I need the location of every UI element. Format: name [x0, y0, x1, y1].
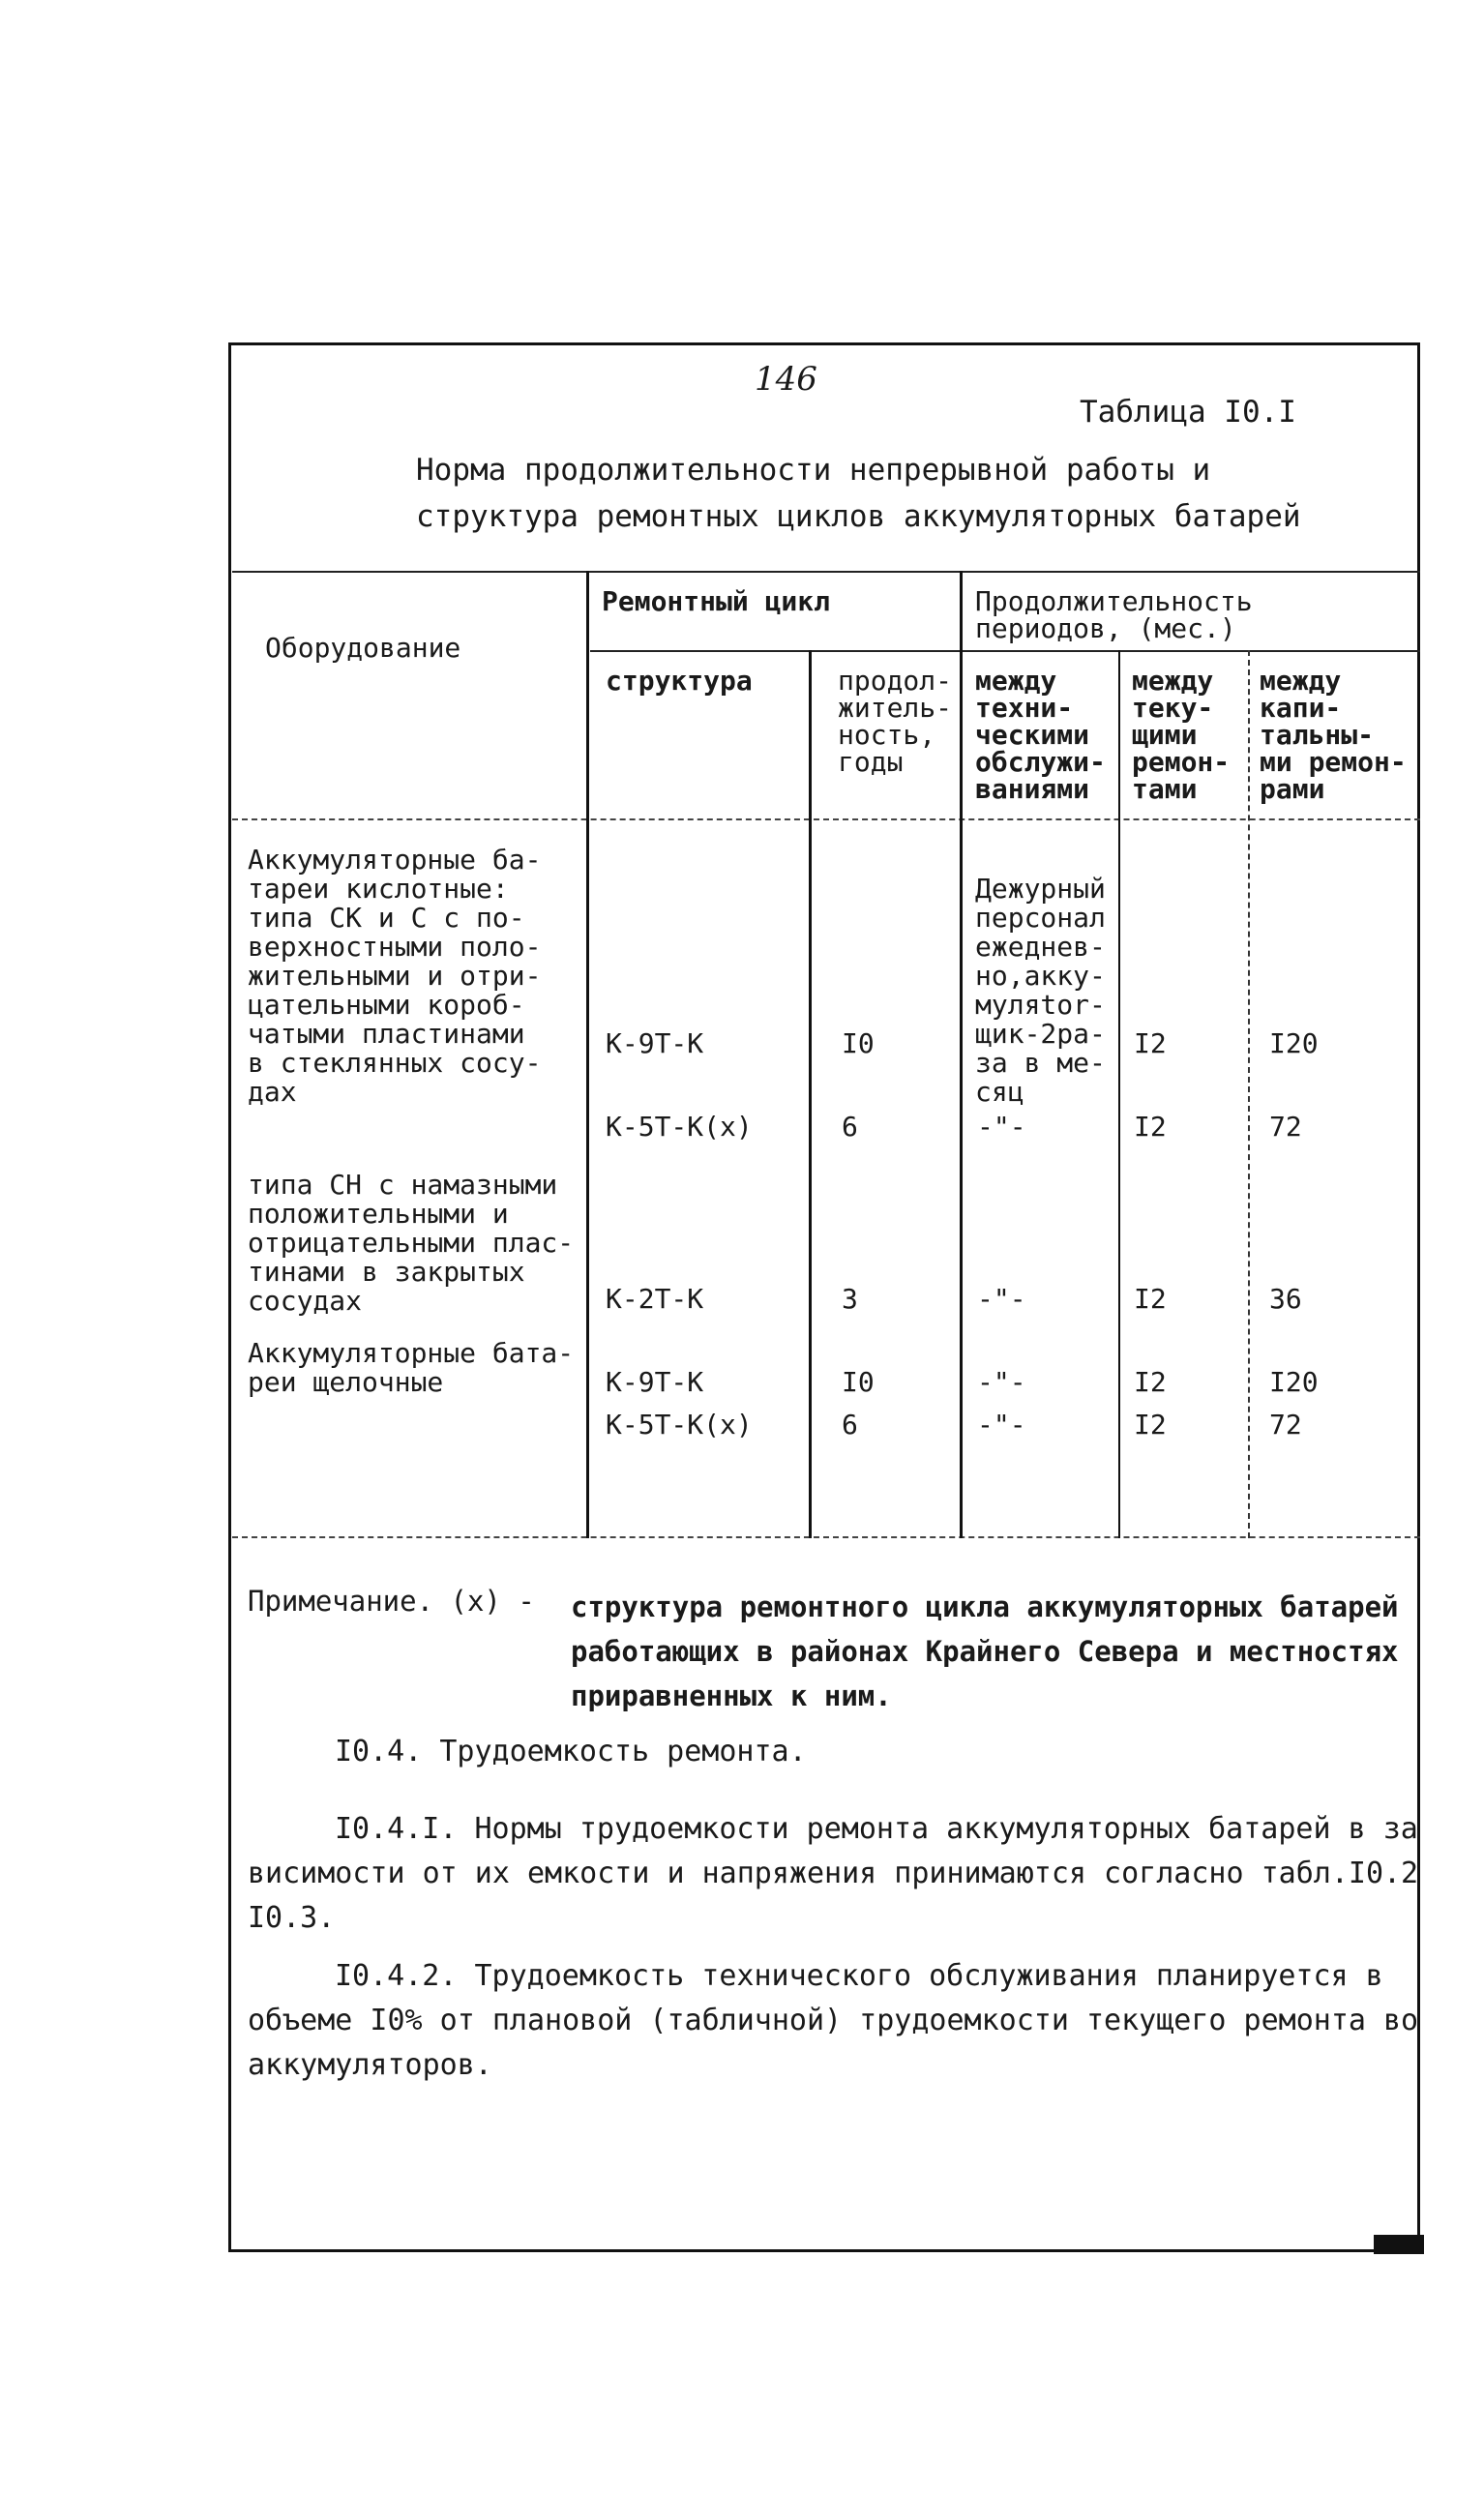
row-3-maint: -"- — [977, 1283, 1026, 1315]
equipment-alkaline-batteries: Аккумуляторные бата- реи щелочные — [248, 1337, 575, 1398]
row-5-structure: К-5Т-К(x) — [606, 1409, 753, 1441]
row-2-current: I2 — [1134, 1111, 1167, 1143]
row-4-years: I0 — [842, 1366, 875, 1398]
header-structure: структура — [606, 665, 753, 697]
section-10-4-1-line-2: висимости от их емкости и напряжения принимаются согласно табл.I0.2 — [248, 1857, 1419, 1890]
row-5-maint: -"- — [977, 1409, 1026, 1441]
row-2-capital: 72 — [1269, 1111, 1302, 1143]
header-between-current: между теку- щими ремон- тами — [1132, 665, 1231, 805]
header-subrule — [590, 650, 1420, 652]
header-between-maintenance: между техни- ческими обслужи- ваниями — [975, 665, 1106, 805]
table-top-rule — [232, 571, 1420, 573]
header-duration: продол- житель- ность, годы — [838, 665, 953, 778]
col-divider-2 — [809, 650, 812, 1538]
row-2-structure: К-5Т-К(x) — [606, 1111, 753, 1143]
page-number: 146 — [755, 360, 817, 399]
row-4-capital: I20 — [1269, 1366, 1319, 1398]
row-4-maint: -"- — [977, 1366, 1026, 1398]
row-1-years: I0 — [842, 1027, 875, 1059]
table-bottom-rule — [232, 1536, 1420, 1538]
row-4-current: I2 — [1134, 1366, 1167, 1398]
row-3-capital: 36 — [1269, 1283, 1302, 1315]
header-periods: Продолжительность периодов, (мес.) — [975, 585, 1253, 644]
table-label: Таблица I0.I — [1080, 395, 1296, 430]
header-between-capital: между капи- тальны- ми ремон- рами — [1260, 665, 1407, 805]
row-2-years: 6 — [842, 1111, 858, 1143]
equipment-acid-batteries: Аккумуляторные ба- тареи кислотные: типа СК и С с по- верхностными поло- жительными и отри- цательными короб- чатыми пластинами в стеклянных сосу- дах — [248, 844, 542, 1108]
row-5-years: 6 — [842, 1409, 858, 1441]
col-divider-4 — [1118, 650, 1120, 1538]
equipment-sn-type: типа СН с намазными положительными и отрицательными плас- тинами в закрытых сосудах — [248, 1169, 575, 1317]
section-10-4-1-line-1: I0.4.I. Нормы трудоемкости ремонта аккумуляторных батарей в за — [335, 1812, 1418, 1846]
col-divider-3 — [960, 571, 963, 1538]
section-10-4-2-line-1: I0.4.2. Трудоемкость технического обслуживания планируется в — [335, 1959, 1383, 1993]
row-3-structure: К-2Т-К — [606, 1283, 704, 1315]
maintenance-note: Дежурный персонал ежеднев- но,акку- муляtor- щик-2ра- за в ме- сяц — [975, 873, 1106, 1108]
section-10-4-1-line-3: I0.3. — [248, 1901, 336, 1935]
row-2-maint: -"- — [977, 1111, 1026, 1143]
row-5-capital: 72 — [1269, 1409, 1302, 1441]
row-1-current: I2 — [1134, 1027, 1167, 1059]
row-3-current: I2 — [1134, 1283, 1167, 1315]
note-text: структура ремонтного цикла аккумуляторных батарей работающих в районах Крайнего Севера и местностях приравненных к ним. — [571, 1590, 1399, 1712]
col-divider-1 — [586, 571, 589, 1538]
section-10-4-2-line-2: объеме I0% от плановой (табличной) трудоемкости текущего ремонта во — [248, 2004, 1419, 2037]
row-3-years: 3 — [842, 1283, 858, 1315]
note-label: Примечание. (x) - — [248, 1585, 535, 1618]
header-repair-cycle: Ремонтный цикл — [602, 585, 831, 617]
section-10-4-heading: I0.4. Трудоемкость ремонта. — [335, 1735, 807, 1768]
row-4-structure: К-9Т-К — [606, 1366, 704, 1398]
header-bottom-rule — [232, 818, 1420, 820]
row-5-current: I2 — [1134, 1409, 1167, 1441]
table-title: Норма продолжительности непрерывной работы и структура ремонтных циклов аккумуляторных батарей — [416, 453, 1301, 534]
header-equipment: Оборудование — [265, 632, 461, 664]
section-10-4-2-line-3: аккумуляторов. — [248, 2048, 492, 2082]
row-1-structure: К-9Т-К — [606, 1027, 704, 1059]
scan-mark — [1374, 2235, 1424, 2254]
col-divider-5 — [1248, 650, 1250, 1538]
row-1-capital: I20 — [1269, 1027, 1319, 1059]
